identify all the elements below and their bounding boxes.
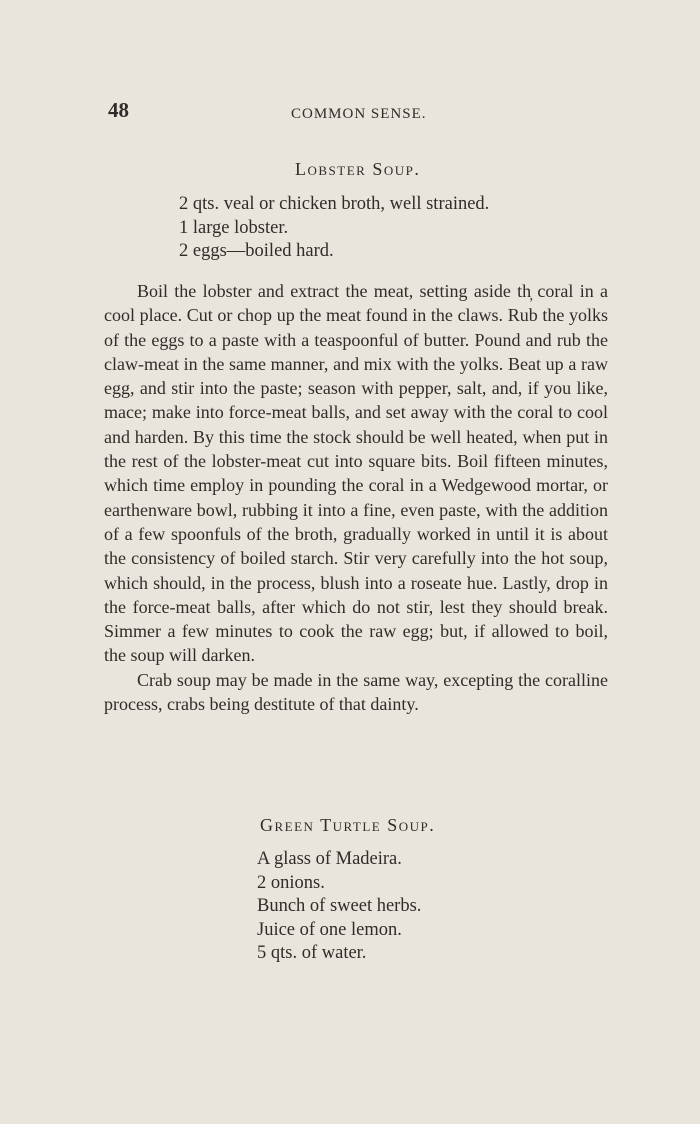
instruction-paragraph: Boil the lobster and extract the meat, setting aside th̦ coral in a cool place. Cut or chop up the meat found in the claws. Rub the yolks of the eggs to a paste with a teaspoonful of butter. Pound and rub the claw-meat in the same manner, and mix with the yolks. Beat up a raw egg, and stir into the paste; season with pepper, salt, and, if you like, mace; make into force-meat balls, and set away with the coral to cool and harden. By this time the stock should be well heated, when put in the rest of the lobster-meat cut into square bits. Boil fifteen minutes, which time employ in pounding the coral in a Wedgewood mortar, or earthenware bowl, rubbing it into a fine, even paste, with the addition of a few spoonfuls of the broth, gradually worked in until it is about the consistency of boiled starch. Stir very carefully into the hot soup, which should, in the process, blush into a roseate hue. Lastly, drop in the force-meat balls, after which do not stir, lest they should break. Simmer a few minutes to cook the raw egg; but, if allowed to boil, the soup will darken. <box>104 281 608 666</box>
running-head <box>108 98 608 130</box>
page-number: 48 <box>108 98 129 122</box>
ingredient-item: 2 eggs—boiled hard. <box>179 241 334 261</box>
ingredient-item: 2 qts. veal or chicken broth, well strained. <box>179 194 490 214</box>
recipe-title-green-turtle-soup: Green Turtle Soup. <box>260 815 436 835</box>
recipe-instructions-lobster-soup <box>104 279 608 716</box>
ingredient-item: A glass of Madeira. <box>257 849 402 869</box>
recipe-title-lobster-soup: Lobster Soup. <box>295 159 421 179</box>
running-title: COMMON SENSE. <box>291 106 427 122</box>
ingredient-list-green-turtle-soup <box>257 848 421 966</box>
ingredient-item: Juice of one lemon. <box>257 919 402 940</box>
ingredient-item: 5 qts. of water. <box>257 943 367 963</box>
instruction-paragraph: Crab soup may be made in the same way, excepting the coralline process, crabs being destitute of that dainty. <box>104 669 608 715</box>
ingredient-list-lobster-soup <box>179 193 489 264</box>
ingredient-item: 1 large lobster. <box>179 217 289 238</box>
ingredient-item: Bunch of sweet herbs. <box>257 896 422 916</box>
ingredient-item: 2 onions. <box>257 872 325 893</box>
